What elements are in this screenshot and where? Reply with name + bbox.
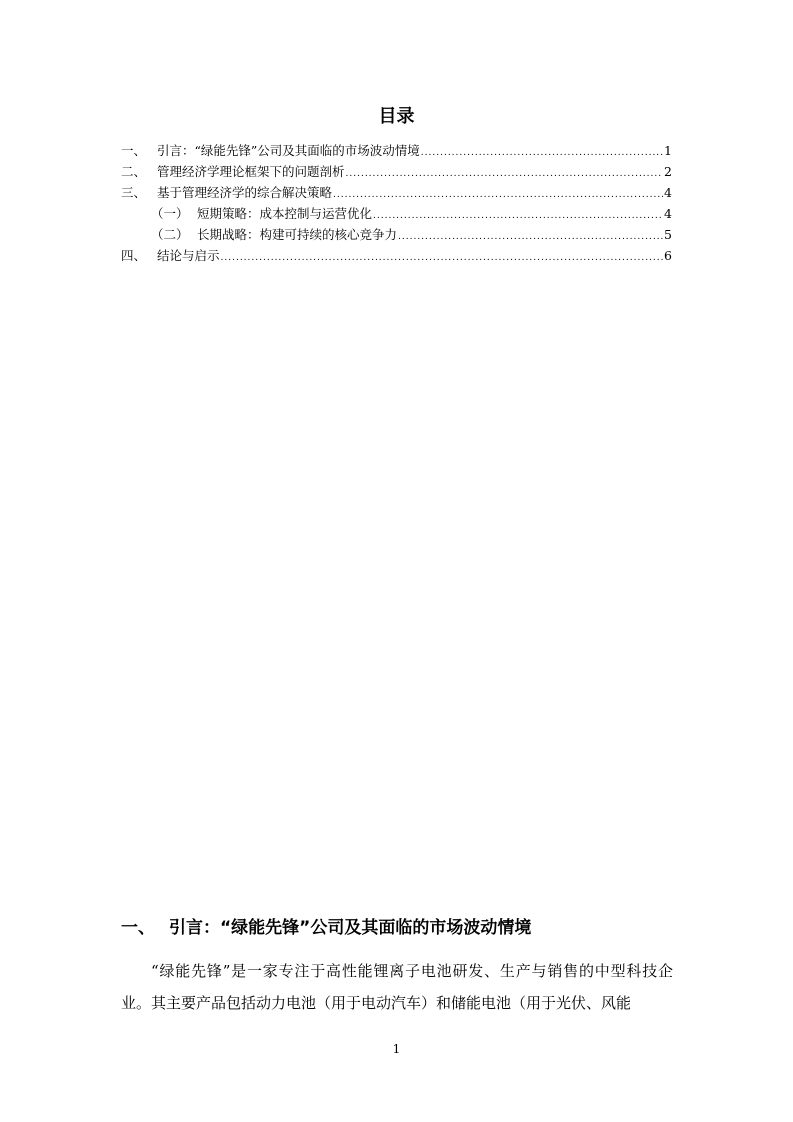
page-number: 1 [392, 1042, 401, 1056]
toc-entry-text: 结论与启示 [157, 248, 220, 263]
toc-dot-leader [333, 185, 663, 206]
toc-entry-page: 2 [664, 164, 672, 179]
toc-entry-3[interactable] [121, 182, 672, 203]
toc-dot-leader [421, 143, 663, 164]
toc-entry-page: 1 [664, 143, 672, 158]
toc-entry-number: 一、 [121, 143, 147, 158]
toc-title: 目录 [378, 106, 415, 127]
toc-entry-4[interactable] [121, 245, 672, 266]
toc-entry-number: （二） [151, 227, 189, 242]
toc-entry-3-2[interactable] [121, 224, 672, 245]
section-heading [121, 914, 681, 942]
toc-entry-text: 引言：“绿能先锋”公司及其面临的市场波动情境 [157, 143, 420, 158]
toc-entry-number: 二、 [121, 164, 147, 179]
toc-entry-page: 5 [664, 227, 672, 242]
table-of-contents [121, 140, 672, 266]
toc-entry-number: （一） [151, 206, 189, 221]
toc-entry-page: 4 [664, 206, 672, 221]
toc-entry-page: 6 [664, 248, 672, 263]
toc-entry-number: 四、 [121, 248, 147, 263]
toc-dot-leader [346, 164, 664, 185]
toc-dot-leader [398, 227, 663, 248]
toc-entry-text: 短期策略：成本控制与运营优化 [197, 206, 373, 221]
toc-entry-1[interactable] [121, 140, 672, 161]
toc-dot-leader [373, 206, 663, 227]
toc-entry-2[interactable] [121, 161, 672, 182]
toc-dot-leader [221, 248, 664, 269]
toc-entry-text: 管理经济学理论框架下的问题剖析 [157, 164, 345, 179]
section-number: 一、 [121, 918, 155, 938]
toc-entry-number: 三、 [121, 185, 147, 200]
section-title: 引言：“绿能先锋”公司及其面临的市场波动情境 [169, 918, 532, 938]
toc-entry-text: 长期战略：构建可持续的核心竞争力 [197, 227, 398, 242]
toc-entry-3-1[interactable] [121, 203, 672, 224]
toc-entry-page: 4 [664, 185, 672, 200]
body-paragraph: “绿能先锋”是一家专注于高性能锂离子电池研发、生产与销售的中型科技企业。其主要产品包括动力电池（用于电动汽车）和储能电池（用于光伏、风能 [121, 962, 673, 1012]
toc-entry-text: 基于管理经济学的综合解决策略 [157, 185, 333, 200]
